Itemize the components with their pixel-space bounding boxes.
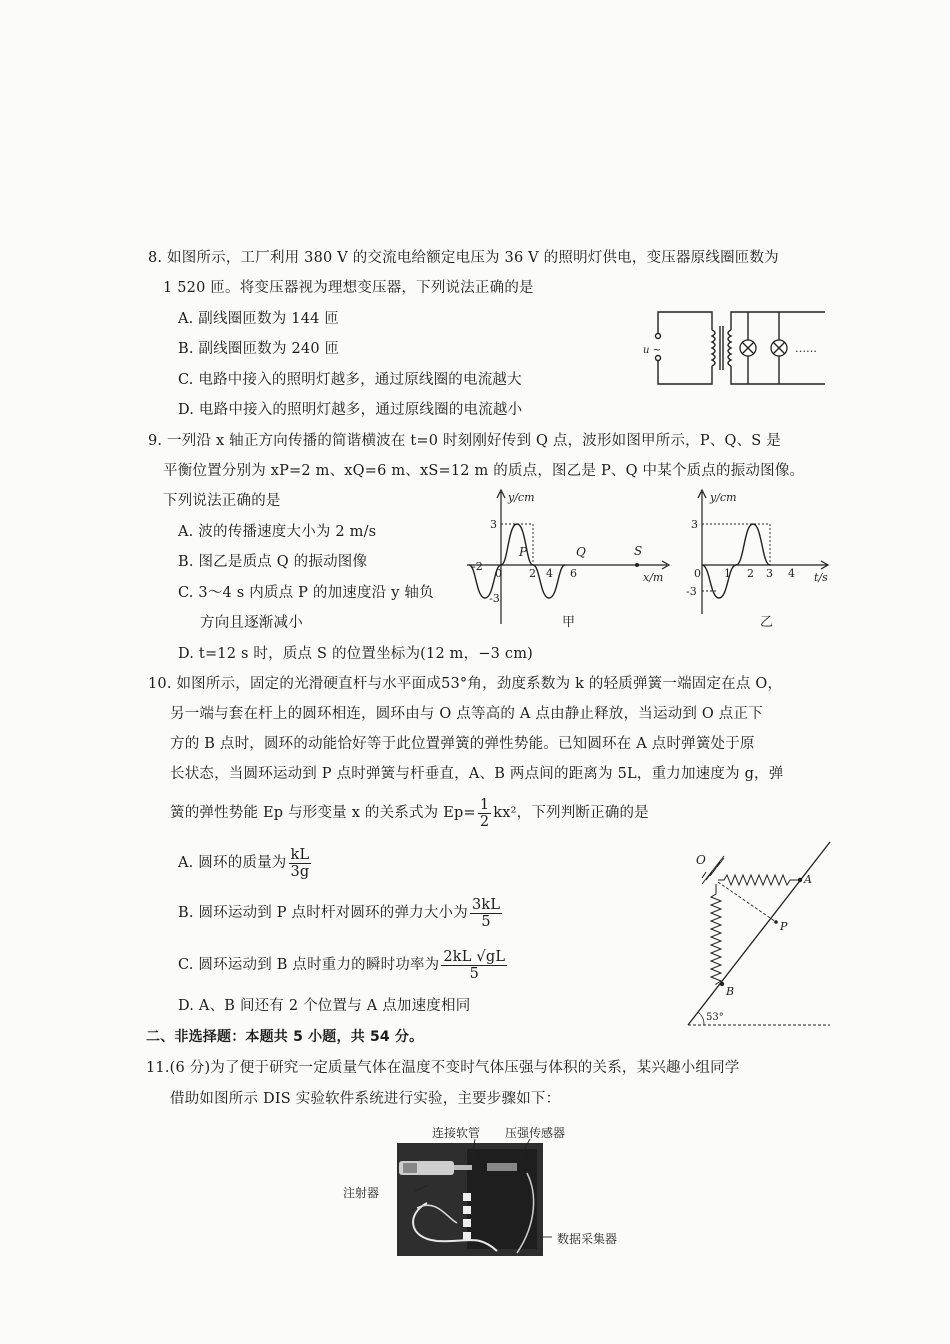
wave-curve — [469, 524, 565, 598]
q9-stem-line1: 9. 一列沿 x 轴正方向传播的简谐横波在 t=0 时刻刚好传到 Q 点，波形如图甲所示，P、Q、S 是 — [148, 433, 781, 449]
option-fraction — [470, 897, 502, 930]
fraction-numerator: 1 — [479, 796, 490, 813]
vibration-graph-yi — [680, 484, 835, 634]
spring-vertical — [711, 884, 721, 985]
x-tick: 0 — [694, 567, 701, 580]
spring-rod-figure — [680, 840, 840, 1030]
angle-arc — [698, 1012, 704, 1025]
spring-horizontal — [718, 875, 800, 885]
lamp-icon — [740, 340, 756, 356]
label-b: B — [726, 985, 735, 998]
x-tick: 1 — [724, 567, 731, 580]
fraction-half — [478, 797, 491, 830]
label-o: O — [696, 853, 706, 867]
fraction-denominator: 3g — [290, 863, 310, 880]
x-tick: 0 — [495, 567, 502, 580]
rod — [688, 842, 830, 1025]
x-axis-label: x/m — [643, 571, 664, 584]
point-s-label: S — [634, 544, 643, 558]
fraction-numerator: 3kL — [471, 896, 501, 913]
q9-option-d: D. t=12 s 时，质点 S 的位置坐标为(12 m，−3 cm) — [178, 646, 534, 662]
x-tick: 4 — [546, 567, 553, 580]
lamp-icon — [771, 340, 787, 356]
wave-graph-jia — [462, 484, 677, 634]
x-tick: 2 — [529, 567, 536, 580]
point-p-dot — [774, 920, 778, 924]
section-heading: 二、非选择题：本题共 5 小题，共 54 分。 — [146, 1029, 424, 1045]
q8-option-a: A. 副线圈匝数为 144 匝 — [178, 311, 340, 327]
q10-stem-line2: 另一端与套在杆上的圆环相连，圆环由与 O 点等高的 A 点由静止释放，当运动到 O 点正下 — [170, 706, 763, 722]
q9-option-a: A. 波的传播速度大小为 2 m/s — [178, 524, 377, 540]
q8-option-d: D. 电路中接入的照明灯越多，通过原线圈的电流越小 — [178, 402, 523, 418]
ellipsis-label: …… — [795, 342, 817, 355]
x-tick: 2 — [747, 567, 754, 580]
fraction-denominator: 2 — [479, 813, 490, 830]
x-tick: -2 — [472, 560, 483, 573]
q8-stem-line1: 8. 如图所示，工厂利用 380 V 的交流电给额定电压为 36 V 的照明灯供电，变压器原线圈匝数为 — [148, 250, 779, 266]
x-tick: 6 — [570, 567, 577, 580]
label-hose: 连接软管 — [432, 1126, 481, 1140]
q8-option-c: C. 电路中接入的照明灯越多，通过原线圈的电流越大 — [178, 372, 522, 388]
label-p: P — [780, 920, 788, 933]
vibration-curve — [702, 524, 770, 598]
q10-stem5-tail: kx²，下列判断正确的是 — [493, 805, 649, 821]
y-axis-label: y/cm — [508, 491, 535, 504]
x-tick: 3 — [766, 567, 773, 580]
label-a: A — [804, 873, 812, 886]
x-axis-label: t/s — [814, 571, 828, 584]
label-data-collector: 数据采集器 — [557, 1232, 618, 1246]
angle-label: 53° — [706, 1012, 724, 1023]
q9-stem-line2: 平衡位置分别为 xP=2 m、xQ=6 m、xS=12 m 的质点，图乙是 P、Q 中某个质点的振动图像。 — [163, 463, 805, 479]
transformer-circuit-figure — [640, 300, 830, 395]
q8-option-b: B. 副线圈匝数为 240 匝 — [178, 341, 340, 357]
option-fraction — [441, 949, 507, 982]
dashed-op — [718, 882, 776, 922]
y-tick-bottom: -3 — [686, 585, 697, 598]
q10-option-d: D. A、B 间还有 2 个位置与 A 点加速度相同 — [178, 998, 471, 1014]
q10-option-b — [178, 896, 504, 930]
q11-stem-line1: 11.(6 分)为了便于研究一定质量气体在温度不变时气体压强与体积的关系，某兴趣小组同学 — [146, 1060, 740, 1076]
graph-caption: 甲 — [562, 615, 576, 630]
point-q-label: Q — [576, 545, 586, 559]
point-s-dot — [635, 563, 639, 567]
q9-option-c-line1: C. 3～4 s 内质点 P 的加速度沿 y 轴负 — [178, 585, 434, 601]
fraction-denominator: 5 — [481, 913, 491, 930]
point-a-dot — [798, 878, 802, 882]
q10-stem-line4: 长状态，当圆环运动到 P 点时弹簧与杆垂直，A、B 两点间的距离为 5L，重力加速度为 g，弹 — [170, 766, 784, 782]
q9-stem-line3: 下列说法正确的是 — [163, 493, 281, 509]
fraction-denominator: 5 — [469, 965, 479, 982]
fraction-numerator: 2kL √gL — [443, 948, 506, 965]
q8-stem-line2: 1 520 匝。将变压器视为理想变压器，下列说法正确的是 — [163, 280, 534, 296]
graph-caption: 乙 — [760, 615, 774, 630]
source-label: u ~ — [643, 345, 661, 356]
q10-option-a — [178, 846, 313, 880]
y-tick-top: 3 — [691, 518, 698, 531]
q10-stem-line1: 10. 如图所示，固定的光滑硬直杆与水平面成53°角，劲度系数为 k 的轻质弹簧一端固定在点 O， — [148, 676, 783, 692]
fraction-numerator: kL — [290, 846, 310, 863]
option-text: B. 圆环运动到 P 点时杆对圆环的弹力大小为 — [178, 905, 468, 921]
q10-stem-line5 — [170, 796, 649, 830]
q11-stem-line2: 借助如图所示 DIS 实验软件系统进行实验，主要步骤如下： — [170, 1091, 561, 1107]
option-text: A. 圆环的质量为 — [178, 855, 287, 871]
point-p-label: P — [519, 545, 528, 559]
q10-option-c — [178, 948, 509, 982]
point-b-dot — [720, 982, 724, 986]
label-pressure-sensor: 压强传感器 — [505, 1126, 566, 1140]
option-text: C. 圆环运动到 B 点时重力的瞬时功率为 — [178, 957, 440, 973]
q9-option-b: B. 图乙是质点 Q 的振动图像 — [178, 554, 368, 570]
q9-option-c-line2: 方向且逐渐减小 — [200, 615, 303, 631]
x-tick: 4 — [788, 567, 795, 580]
y-tick-bottom: -3 — [489, 592, 500, 605]
q10-stem-line3: 方的 B 点时，圆环的动能恰好等于此位置弹簧的弹性势能。已知圆环在 A 点时弹簧处于原 — [170, 736, 755, 752]
y-axis-label: y/cm — [710, 491, 737, 504]
y-tick-top: 3 — [490, 518, 497, 531]
q10-stem5-text: 簧的弹性势能 Ep 与形变量 x 的关系式为 Ep= — [170, 805, 476, 821]
label-syringe: 注射器 — [343, 1186, 380, 1200]
option-fraction — [289, 847, 312, 880]
